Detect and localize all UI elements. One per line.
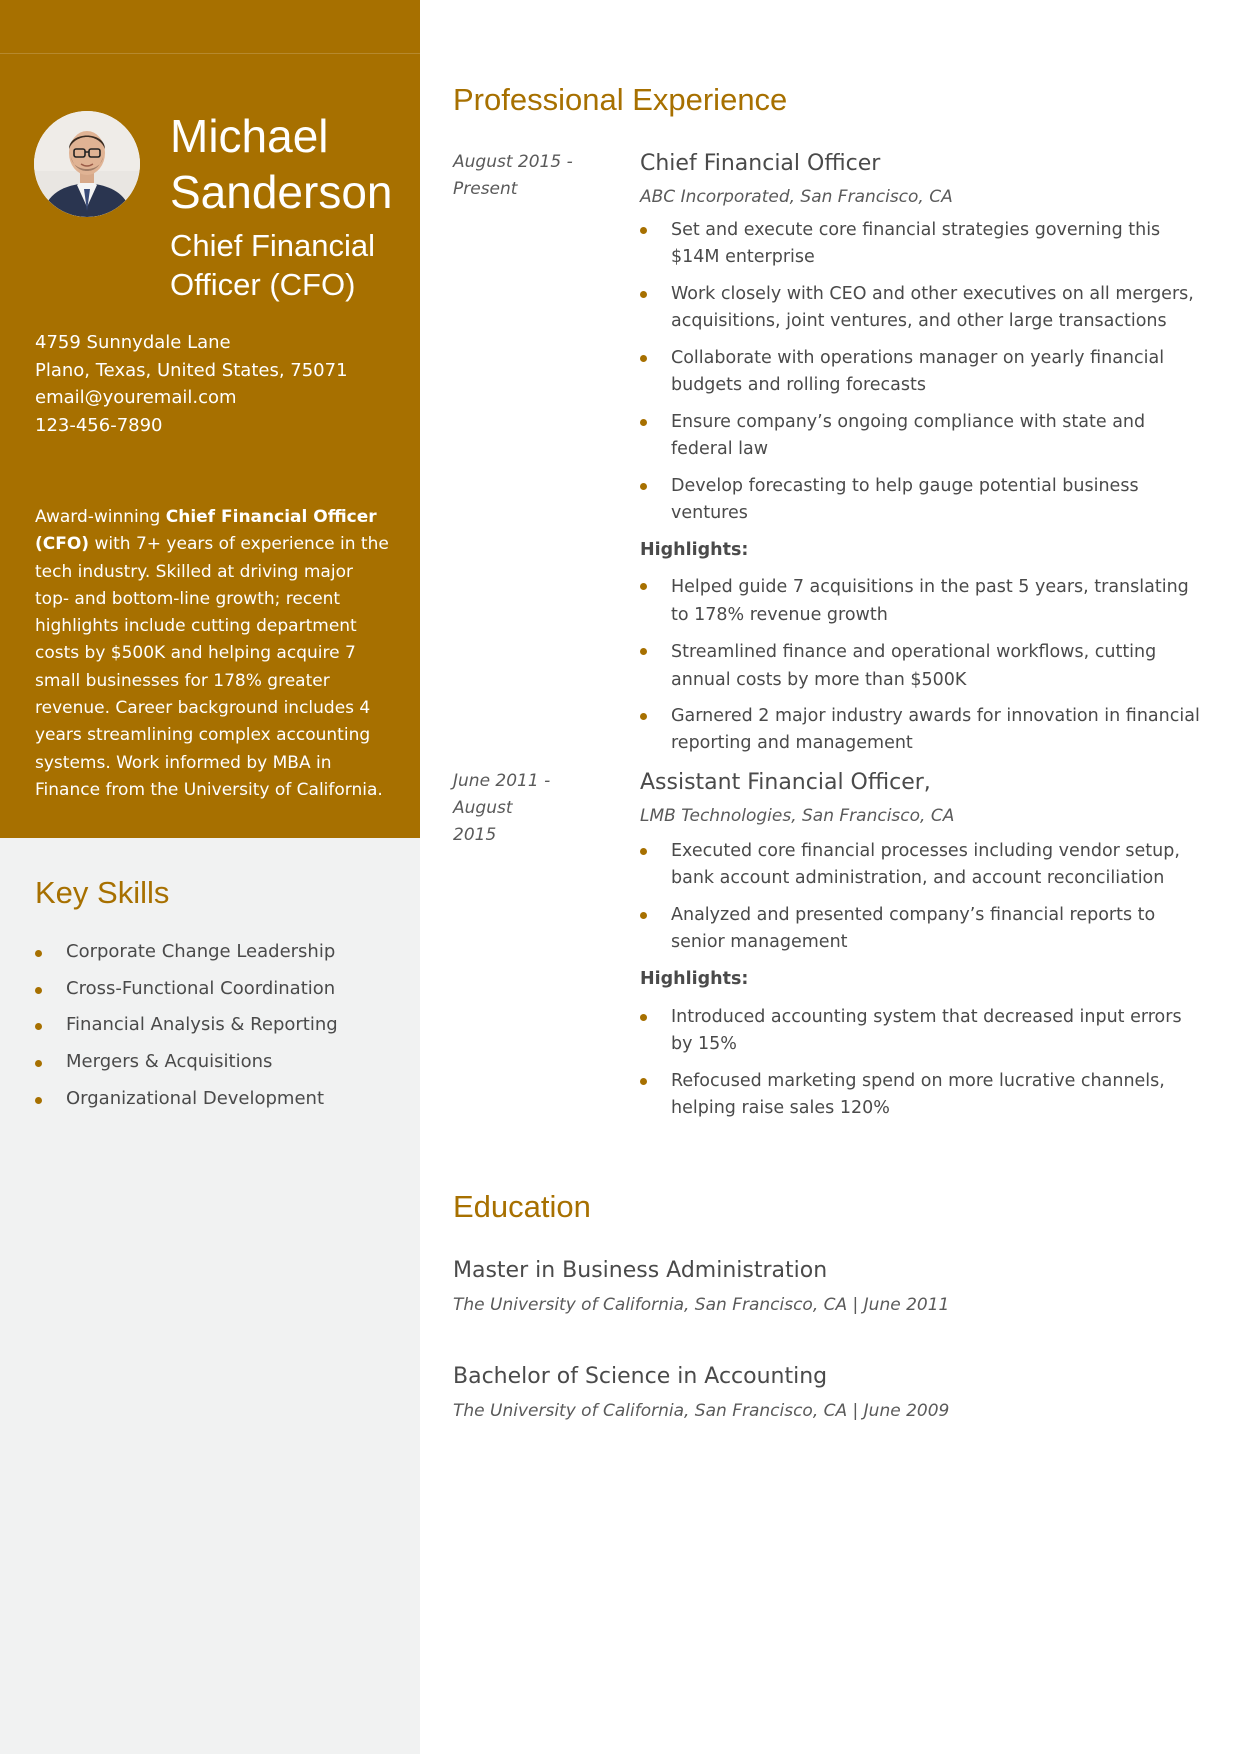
bullet-icon [640, 227, 647, 234]
skill-item [35, 1085, 405, 1122]
bullet-icon [35, 950, 42, 957]
education-heading: Education [453, 1189, 591, 1224]
job-date-line-2: Present [453, 179, 518, 199]
duty-item [640, 281, 1200, 335]
duty-item [640, 473, 1200, 527]
bullet-icon [640, 848, 647, 855]
highlight-text: Garnered 2 major industry awards for innovation in financial reporting and management [671, 706, 1200, 753]
skills-heading: Key Skills [35, 875, 170, 910]
highlight-item [640, 703, 1200, 757]
bullet-icon [640, 648, 647, 655]
job-title: Assistant Financial Officer, [640, 770, 931, 795]
bullet-icon [35, 987, 42, 994]
job-highlights [640, 1004, 1200, 1122]
skill-item [35, 938, 405, 975]
job-date-line-2: 2015 [453, 825, 497, 845]
email: email@youremail.com [35, 387, 237, 408]
skill-label: Organizational Development [66, 1087, 325, 1109]
bullet-icon [640, 912, 647, 919]
job-date-line-1: August 2015 - [453, 152, 573, 172]
bullet-icon [35, 1023, 42, 1030]
education-entry [453, 1256, 1213, 1317]
bullet-icon [640, 483, 647, 490]
bullet-icon [640, 291, 647, 298]
bullet-icon [35, 1060, 42, 1067]
address-city: Plano, Texas, United States, 75071 [35, 359, 348, 381]
job-date [453, 768, 613, 849]
candidate-role [170, 226, 410, 304]
contact-info [35, 329, 405, 439]
duty-text: Develop forecasting to help gauge potential business ventures [671, 476, 1139, 523]
bullet-icon [640, 355, 647, 362]
duty-text: Collaborate with operations manager on yearly financial budgets and rolling forecasts [671, 348, 1165, 395]
bullet-icon [640, 1014, 647, 1021]
bullet-icon [640, 713, 647, 720]
highlight-text: Helped guide 7 acquisitions in the past 5 years, translating to 178% revenue growth [671, 577, 1189, 625]
duty-text: Work closely with CEO and other executives on all mergers, acquisitions, joint ventures, and other large transactions [671, 284, 1194, 331]
school: The University of California, San Francisco, CA | June 2011 [453, 1295, 950, 1315]
job-company: LMB Technologies, San Francisco, CA [640, 806, 955, 826]
duty-item [640, 902, 1200, 956]
job-title: Chief Financial Officer [640, 151, 881, 176]
highlight-item [640, 573, 1200, 629]
experience-heading: Professional Experience [453, 82, 788, 117]
skill-item [35, 1048, 405, 1085]
last-name: Sanderson [170, 166, 393, 218]
role-line-1: Chief Financial [170, 228, 376, 263]
first-name: Michael [170, 110, 329, 162]
job-date [453, 149, 613, 203]
job-date-line-1: June 2011 - August [453, 771, 551, 818]
highlight-text: Refocused marketing spend on more lucrative channels, helping raise sales 120% [671, 1071, 1165, 1118]
profile-summary [35, 504, 390, 804]
education-entry [453, 1362, 1213, 1423]
candidate-name [170, 108, 410, 220]
skill-label: Financial Analysis & Reporting [66, 1014, 338, 1036]
sidebar [0, 0, 420, 1754]
skills-list [35, 938, 405, 1121]
highlights-label: Highlights: [640, 540, 749, 560]
highlight-text: Introduced accounting system that decreased input errors by 15% [671, 1007, 1182, 1054]
duty-item [640, 409, 1200, 463]
duty-item [640, 217, 1200, 271]
role-line-2: Officer (CFO) [170, 267, 356, 302]
job-duties [640, 217, 1200, 527]
duty-text: Set and execute core financial strategies governing this $14M enterprise [671, 220, 1161, 267]
highlight-item [640, 1068, 1200, 1122]
bullet-icon [640, 583, 647, 590]
skill-item [35, 975, 405, 1012]
avatar [34, 111, 140, 217]
duty-item [640, 838, 1200, 892]
duty-item [640, 345, 1200, 399]
profile-header [0, 0, 420, 838]
duty-text: Executed core financial processes including vendor setup, bank account administration, and account reconciliation [671, 841, 1180, 888]
header-divider [0, 53, 420, 54]
duty-text: Analyzed and presented company’s financial reports to senior management [671, 905, 1156, 952]
skill-label: Corporate Change Leadership [66, 941, 336, 962]
highlight-text: Streamlined finance and operational workflows, cutting annual costs by more than $500K [671, 642, 1157, 690]
avatar-portrait [34, 111, 140, 217]
school: The University of California, San Francisco, CA | June 2009 [453, 1401, 950, 1421]
job-body [640, 149, 1200, 757]
highlight-item [640, 638, 1200, 694]
bullet-icon [640, 419, 647, 426]
job-highlights [640, 573, 1200, 757]
bullet-icon [35, 1097, 42, 1104]
bullet-icon [640, 1078, 647, 1085]
skill-label: Cross-Functional Coordination [66, 977, 336, 999]
summary-bold: Chief Financial Officer (CFO) [35, 507, 377, 555]
summary-prefix: Award-winning [35, 507, 166, 527]
duty-text: Ensure company’s ongoing compliance with state and federal law [671, 412, 1146, 459]
degree: Bachelor of Science in Accounting [453, 1364, 828, 1389]
phone: 123-456-7890 [35, 414, 163, 436]
summary-rest: with 7+ years of experience in the tech industry. Skilled at driving major top- and bottom-line growth; recent highlights include cutting department costs by $500K and helping acquire 7 small businesses for 178% greater revenue. Career background includes 4 years streamlining complex accounting systems. Work informed by MBA in Finance from the University of California. [35, 534, 389, 800]
highlight-item [640, 1004, 1200, 1058]
job-body [640, 768, 1200, 1122]
degree: Master in Business Administration [453, 1258, 828, 1283]
job-company: ABC Incorporated, San Francisco, CA [640, 187, 953, 207]
skill-label: Mergers & Acquisitions [66, 1051, 273, 1073]
job-duties [640, 838, 1200, 956]
address-street: 4759 Sunnydale Lane [35, 332, 231, 353]
skill-item [35, 1011, 405, 1048]
highlights-label: Highlights: [640, 969, 749, 989]
